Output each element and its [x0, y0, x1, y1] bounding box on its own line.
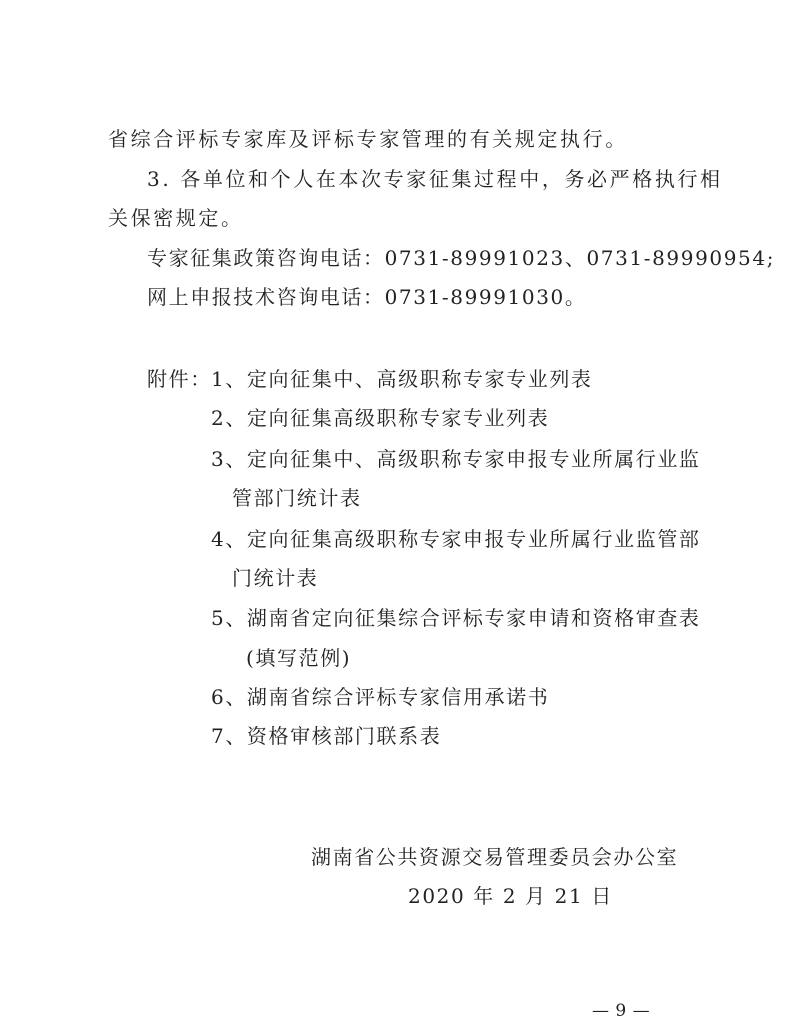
attachment-item: 5、湖南省定向征集综合评标专家申请和资格审查表 [211, 606, 701, 630]
attachment-item-continuation: 门统计表 [232, 566, 319, 590]
paragraph-continuation: 省综合评标专家库及评标专家管理的有关规定执行。 [108, 127, 628, 151]
attachment-item: 6、湖南省综合评标专家信用承诺书 [211, 685, 550, 709]
item-3-line-2: 关保密规定。 [108, 206, 244, 230]
attachments-label: 附件： [147, 367, 212, 391]
page-number: — 9 — [592, 1001, 651, 1021]
item-3-line-1: 3. 各单位和个人在本次专家征集过程中，务必严格执行相 [147, 167, 723, 191]
attachment-item: 4、定向征集高级职称专家申报专业所属行业监管部 [211, 527, 701, 551]
attachment-item: 1、定向征集中、高级职称专家专业列表 [211, 367, 593, 391]
tech-hotline: 网上申报技术咨询电话：0731-89991030。 [147, 285, 587, 309]
attachment-item: 3、定向征集中、高级职称专家申报专业所属行业监 [211, 447, 701, 471]
attachment-item: 7、资格审核部门联系表 [211, 724, 442, 748]
policy-hotline: 专家征集政策咨询电话：0731-89991023、0731-89990954; [147, 246, 776, 270]
attachment-item-continuation: (填写范例) [246, 646, 352, 670]
attachment-item-continuation: 管部门统计表 [232, 486, 362, 510]
attachment-item: 2、定向征集高级职称专家专业列表 [211, 406, 550, 430]
issue-date: 2020 年 2 月 21 日 [408, 884, 613, 908]
issuing-organization: 湖南省公共资源交易管理委员会办公室 [311, 845, 679, 869]
